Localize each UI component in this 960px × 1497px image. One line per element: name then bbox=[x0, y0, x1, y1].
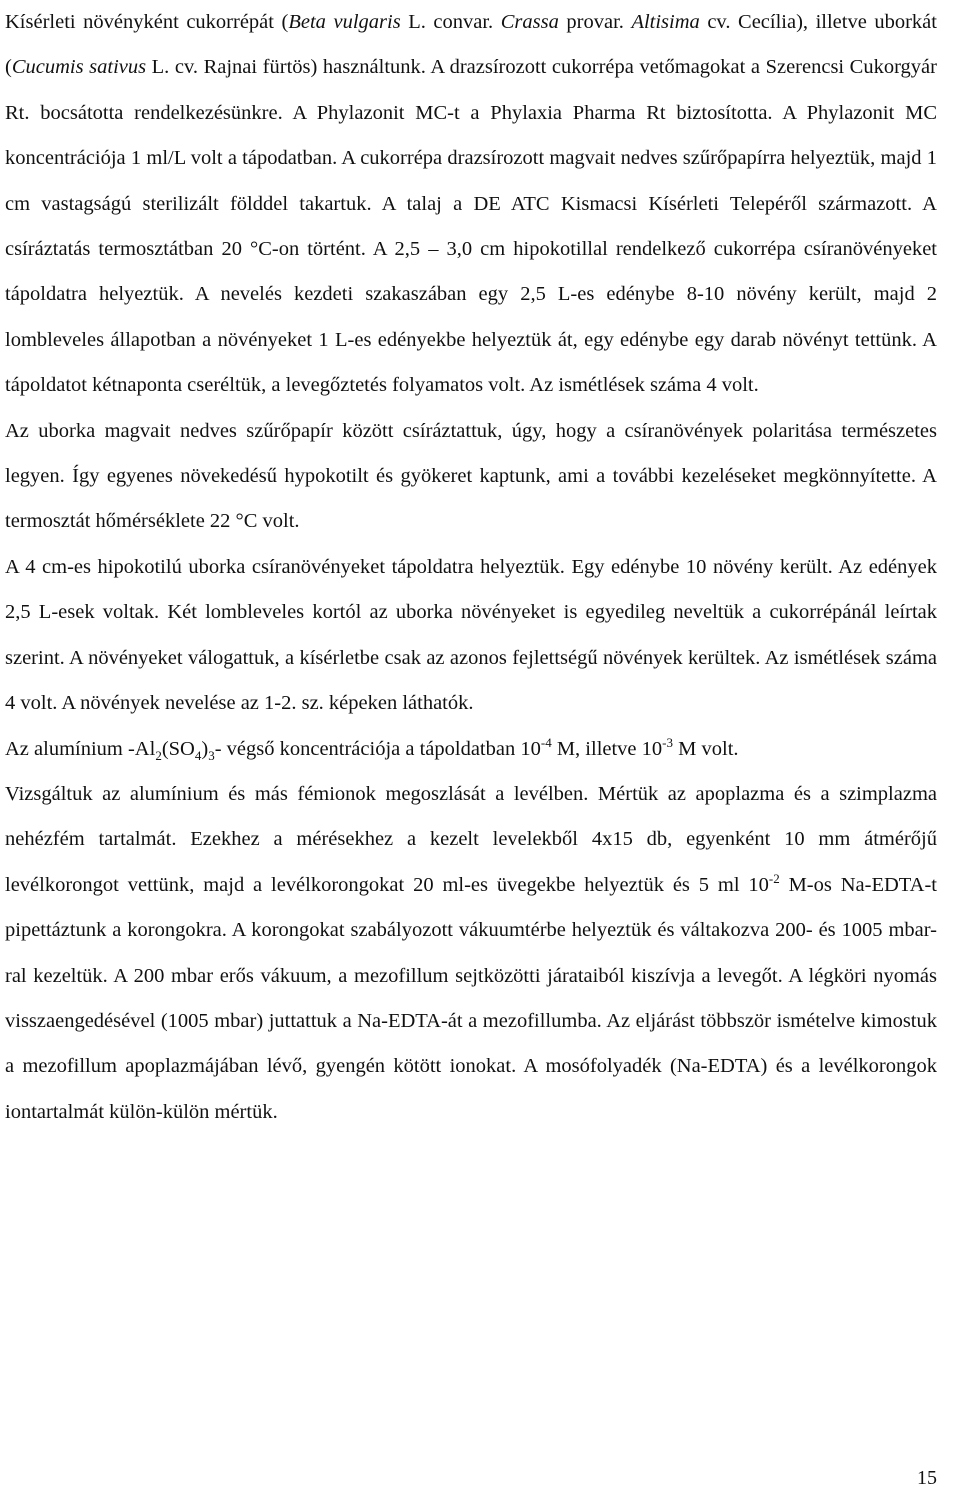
text-segment: Altisima bbox=[631, 11, 700, 33]
paragraph-cucumber-growing bbox=[5, 545, 937, 727]
text-segment: L. cv. Rajnai fürtös) használtunk. A drazsírozott cukorrépa vetőmagokat a Szerencsi Cukorgyár Rt. bocsátotta rendelkezésünkre. A Phylazonit MC-t a Phylaxia Pharma Rt biztosította. A Phylazonit MC koncentrációja 1 ml/L volt a tápodatban. A cukorrépa drazsírozott magvait nedves szűrőpapírra helyeztük, majd 1 cm vastagságú sterilizált földdel takartuk. A talaj a DE ATC Kismacsi Kísérleti Telepéről származott. A csíráztatás termosztátban 20 °C-on történt. A 2,5 – 3,0 cm hipokotillal rendelkező cukorrépa csíranövényeket tápoldatra helyeztük. A nevelés kezdeti szakaszában egy 2,5 L-es edénybe 8-10 növény került, majd 2 lombleveles állapotban a növényeket 1 L-es edényekbe helyeztük át, egy edénybe egy darab növényt tettünk. A tápoldatot kétnaponta cseréltük, a levegőztetés folyamatos volt. Az ismétlések száma 4 volt. bbox=[5, 56, 937, 397]
text-segment: Beta vulgaris bbox=[288, 11, 401, 33]
text-segment: -3 bbox=[662, 734, 674, 750]
text-segment: -4 bbox=[540, 734, 552, 750]
text-segment: Crassa bbox=[500, 11, 559, 33]
paragraph-aluminium-concentration bbox=[5, 727, 937, 772]
text-segment: A 4 cm-es hipokotilú uborka csíranövényeket tápoldatra helyeztük. Egy edénybe 10 növény került. Az edények 2,5 L-esek voltak. Két lombleveles kortól az uborka növényeket is egyedileg neveltük a cukorrépánál leírtak szerint. A növényeket válogattuk, a kísérletbe csak az azonos fejlettségű növények kerültek. Az ismétlések száma 4 volt. A növények nevelése az 1-2. sz. képeken láthatók. bbox=[5, 555, 937, 715]
paragraph-leaf-measurements bbox=[5, 772, 937, 1135]
text-segment: Az uborka magvait nedves szűrőpapír között csíráztattuk, úgy, hogy a csíranövények polaritása természetes legyen. Így egyenes növekedésű hypokotilt és gyökeret kaptunk, ami a további kezeléseket megkönnyítette. A termosztát hőmérséklete 22 °C volt. bbox=[5, 419, 937, 533]
text-segment: 2 bbox=[155, 747, 162, 763]
text-segment: Az alumínium -Al bbox=[5, 737, 156, 760]
text-segment: L. convar. bbox=[400, 11, 501, 33]
page-number: 15 bbox=[917, 1467, 937, 1489]
text-segment: Cucumis sativus bbox=[11, 56, 147, 79]
text-segment: M-os Na-EDTA-t pipettáztunk a korongokra. A korongokat szabályozott vákuumtérbe helyeztük és váltakozva 200- és 1005 mbar-ral kezeltük. A 200 mbar erős vákuum, a mezofillum sejtközötti járataiból kiszívja a levegőt. A légköri nyomás visszaengedésével (1005 mbar) juttattuk a Na-EDTA-át a mezofillumba. Az eljárást többször ismételve kimostuk a mezofillum apoplazmájában lévő, gyengén kötött ionokat. A mosófolyadék (Na-EDTA) és a levélkorongok iontartalmát külön-külön mértük. bbox=[5, 873, 937, 1123]
text-segment: (SO bbox=[161, 737, 195, 760]
text-segment: 3 bbox=[208, 747, 215, 763]
text-segment: ) bbox=[201, 737, 209, 760]
text-segment: M volt. bbox=[673, 737, 739, 760]
text-segment: Kísérleti növényként cukorrépát ( bbox=[5, 11, 289, 33]
text-segment: - végső koncentrációja a tápoldatban 10 bbox=[214, 737, 541, 760]
text-segment: cv. Cecília), illetve uborkát ( bbox=[5, 11, 937, 79]
text-segment: provar. bbox=[558, 11, 632, 33]
text-segment: -2 bbox=[768, 870, 780, 886]
paragraph-cucumber-germination bbox=[5, 409, 937, 545]
text-segment: Vizsgáltuk az alumínium és más fémionok megoszlását a levélben. Mértük az apoplazma és a szimplazma nehézfém tartalmát. Ezekhez a mérésekhez a kezelt levelekből 4x15 db, egyenként 10 mm átmérőjű levélkorongot vettünk, majd a levélkorongokat 20 ml-es üvegekbe helyeztük és 5 ml 10 bbox=[5, 782, 937, 896]
paragraph-plant-material bbox=[5, 0, 937, 409]
text-segment: 4 bbox=[194, 747, 202, 763]
document-page bbox=[5, 0, 937, 1135]
text-segment: M, illetve 10 bbox=[551, 737, 663, 760]
